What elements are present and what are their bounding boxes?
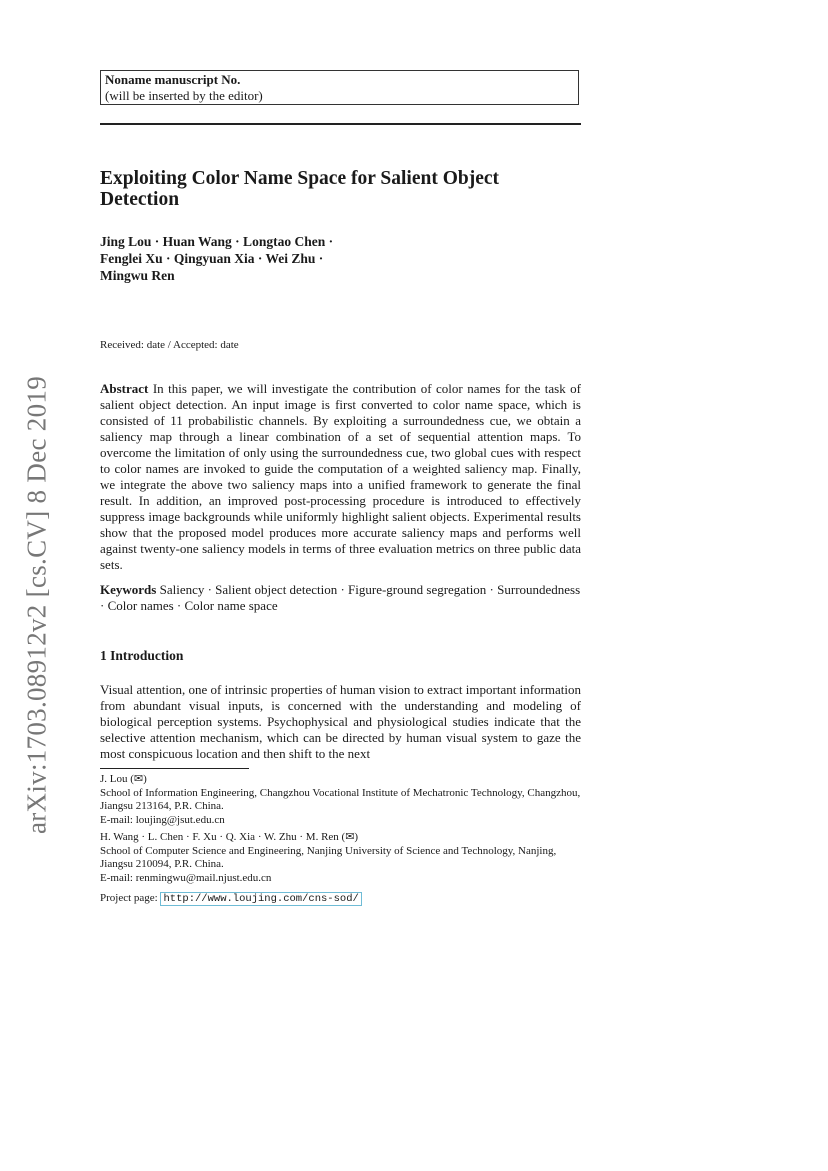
author-line-3: Mingwu Ren [100, 268, 175, 283]
footnote-name: H. Wang · L. Chen · F. Xu · Q. Xia · W. Zhu · M. Ren (✉) [100, 831, 359, 843]
section-heading: 1 Introduction [100, 648, 184, 663]
keywords-label: Keywords [100, 582, 157, 597]
footnote-affiliation: School of Computer Science and Engineering, Nanjing University of Science and Technology, Nanjing, Jiangsu 210094, P.R. China. [100, 844, 557, 870]
intro-paragraph: Visual attention, one of intrinsic properties of human vision to extract important information from abundant visual inputs, is concerned with the understanding and modeling of biological perception systems. Psychophysical and physiological studies indicate that the selective attention mechanism, which can be directed by human visual system to gaze the most conspicuous location and then shift to the next [100, 682, 581, 761]
footnote-author-1 [100, 773, 581, 827]
author-list [100, 233, 581, 284]
arxiv-sidebar [14, 365, 60, 845]
abstract-text: In this paper, we will investigate the contribution of color names for the task of salient object detection. An input image is first converted to color name space, which is consisted of 11 probabilistic channels. By exploiting a surroundedness cue, we obtain a saliency map through a linear combination of a set of sequential attention maps. To overcome the limitation of only using the surroundedness cue, two global cues with respect to color names are invoked to guide the computation of a weighted saliency map. Finally, we integrate the above two saliency maps into a unified framework to generate the final result. In addition, an improved post-processing procedure is introduced to effectively suppress image backgrounds while uniformly highlight salient objects. Experimental results show that the proposed model produces more accurate saliency maps and performs well against twenty-one saliency models in terms of three evaluation metrics on three public data sets. [100, 381, 581, 572]
author-line-1: Jing Lou · Huan Wang · Longtao Chen · [100, 234, 334, 249]
keywords [100, 582, 581, 614]
keywords-text: Saliency · Salient object detection · Figure-ground segregation · Surroundedness · Color names · Color name space [100, 582, 581, 613]
project-link[interactable]: http://www.loujing.com/cns-sod/ [160, 892, 361, 906]
abstract [100, 381, 581, 573]
manuscript-number: Noname manuscript No. [105, 72, 241, 87]
abstract-label: Abstract [100, 381, 149, 396]
received-date: Received: date / Accepted: date [100, 339, 239, 351]
editor-box [100, 70, 579, 105]
footnote-email: E-mail: loujing@jsut.edu.cn [100, 813, 225, 826]
author-line-2: Fenglei Xu · Qingyuan Xia · Wei Zhu · [100, 251, 324, 266]
paper-title: Exploiting Color Name Space for Salient Object Detection [100, 168, 500, 210]
footnote-rule [100, 768, 249, 769]
header-rule [100, 123, 581, 125]
project-label: Project page: [100, 892, 158, 904]
project-page [100, 891, 362, 906]
editor-note: (will be inserted by the editor) [105, 88, 263, 103]
footnote-authors-2 [100, 831, 581, 885]
arxiv-id: arXiv:1703.08912v2 [cs.CV] 8 Dec 2019 [21, 375, 52, 835]
footnote-name: J. Lou (✉) [100, 773, 147, 785]
footnote-affiliation: School of Information Engineering, Changzhou Vocational Institute of Mechatronic Technology, Changzhou, Jiangsu 213164, P.R. China. [100, 786, 581, 812]
footnote-email: E-mail: renmingwu@mail.njust.edu.cn [100, 871, 272, 884]
